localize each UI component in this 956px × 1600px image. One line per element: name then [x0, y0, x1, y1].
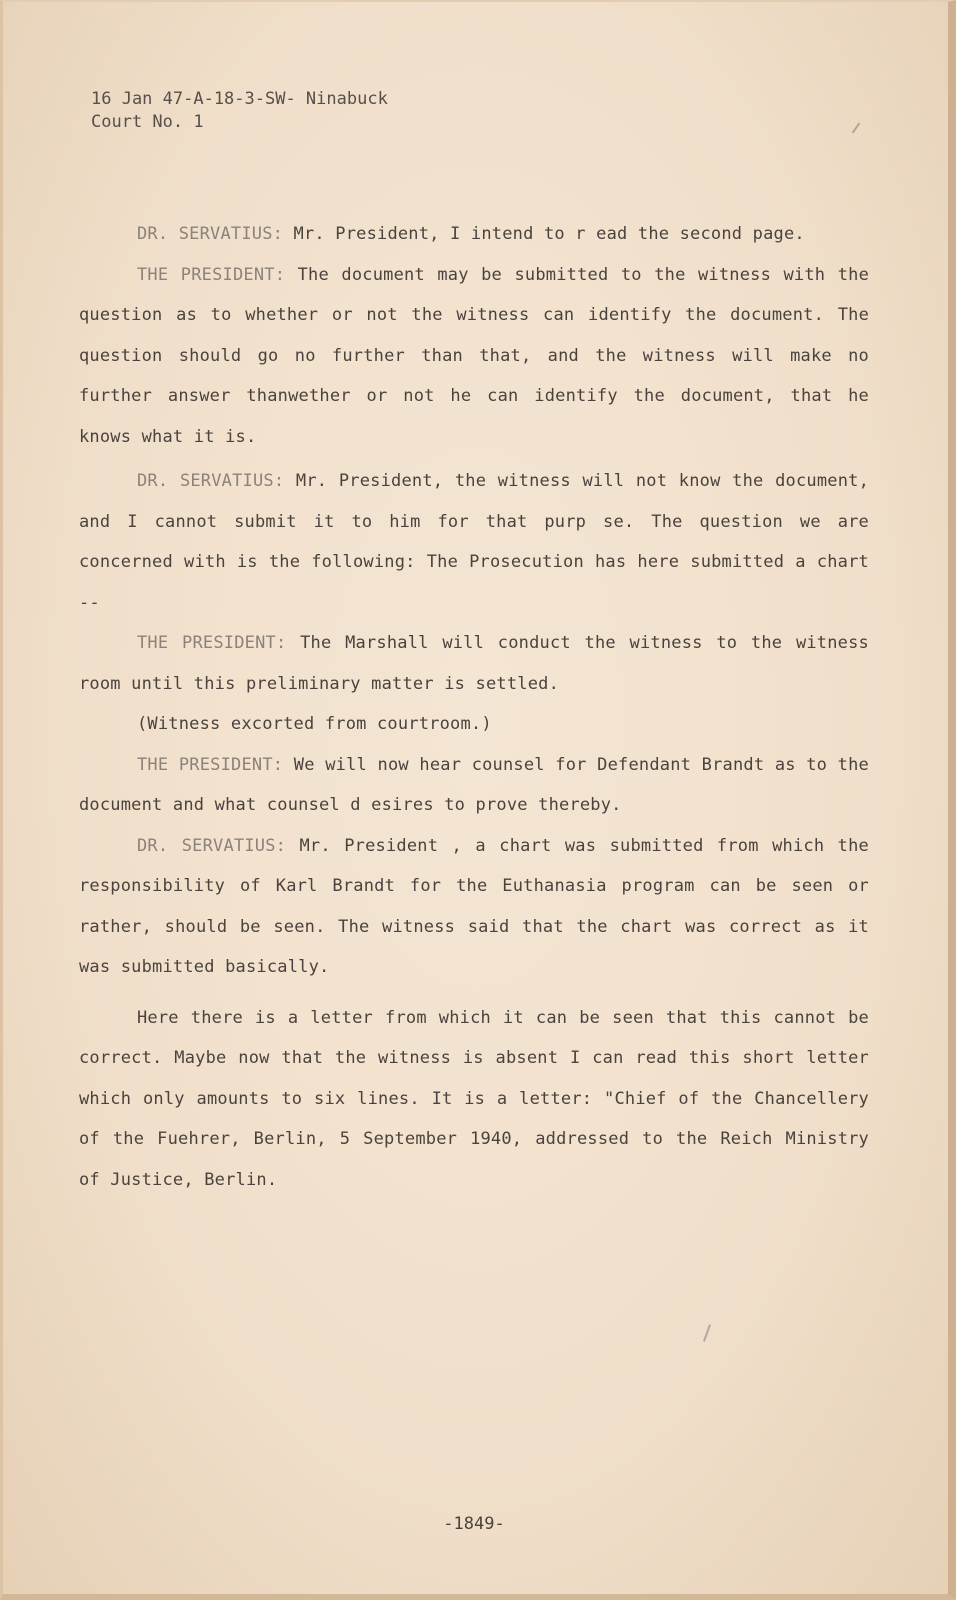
- transcript-paragraph-7: [79, 826, 869, 988]
- page-number: -1849-: [443, 1514, 505, 1534]
- pencil-mark: [703, 1324, 711, 1342]
- pencil-mark: [852, 123, 861, 134]
- paragraph-text: Mr. President , a chart was submitted from which the responsibility of Karl Brandt for the Euthanasia program can be seen or rather, should be seen. The witness said that the chart was correct as it was submitted basically.: [79, 835, 869, 977]
- paragraph-text: Mr. President, the witness will not know the document, and I cannot submit it to him for that purp se. The question we are concerned with is the following: The Prosecution has here submitted a chart --: [79, 471, 870, 613]
- header-line-court: Court No. 1: [91, 112, 204, 132]
- transcript-paragraph-2: [79, 255, 869, 458]
- speaker-label: DR. SERVATIUS:: [137, 835, 287, 856]
- paragraph-text: We will now hear counsel for Defendant Brandt as to the document and what counsel d esires to prove thereby.: [79, 754, 869, 815]
- speaker-label: THE PRESIDENT:: [137, 754, 284, 775]
- transcript-paragraph-5: [79, 704, 869, 745]
- header-line-date-reference: 16 Jan 47-A-18-3-SW- Ninabuck: [91, 89, 388, 109]
- speaker-label: DR. SERVATIUS:: [137, 471, 285, 491]
- transcript-paragraph-4: [79, 623, 869, 704]
- document-header: [91, 88, 388, 134]
- speaker-label: THE PRESIDENT:: [137, 264, 286, 285]
- transcript-paragraph-6: [79, 745, 869, 826]
- speaker-label: THE PRESIDENT:: [137, 633, 287, 653]
- transcript-body: [79, 214, 869, 1200]
- speaker-label: DR. SERVATIUS:: [137, 224, 284, 244]
- transcript-paragraph-1: [79, 214, 869, 255]
- paragraph-text: Mr. President, I intend to r ead the second page.: [283, 224, 805, 244]
- paragraph-text: The Marshall will conduct the witness to the witness room until this preliminary matter is settled.: [79, 633, 869, 694]
- paragraph-text: Here there is a letter from which it can be seen that this cannot be correct. Maybe now that the witness is absent I can read this short letter which only amounts to six lines. It is a letter: "Chief of the Chancellery of the Fuehrer, Berlin, 5 September 1940, addressed to the Reich Ministry of Justice, Berlin.: [79, 1007, 869, 1190]
- paragraph-text: (Witness excorted from courtroom.): [137, 714, 492, 734]
- paragraph-text: The document may be submitted to the witness with the question as to whether or not the witness can identify the document. The question should go no further than that, and the witness will make no further answer thanwether or not he can identify the document, that he knows what it is.: [79, 264, 870, 447]
- transcript-paragraph-8: [79, 998, 869, 1201]
- transcript-paragraph-3: [79, 461, 869, 623]
